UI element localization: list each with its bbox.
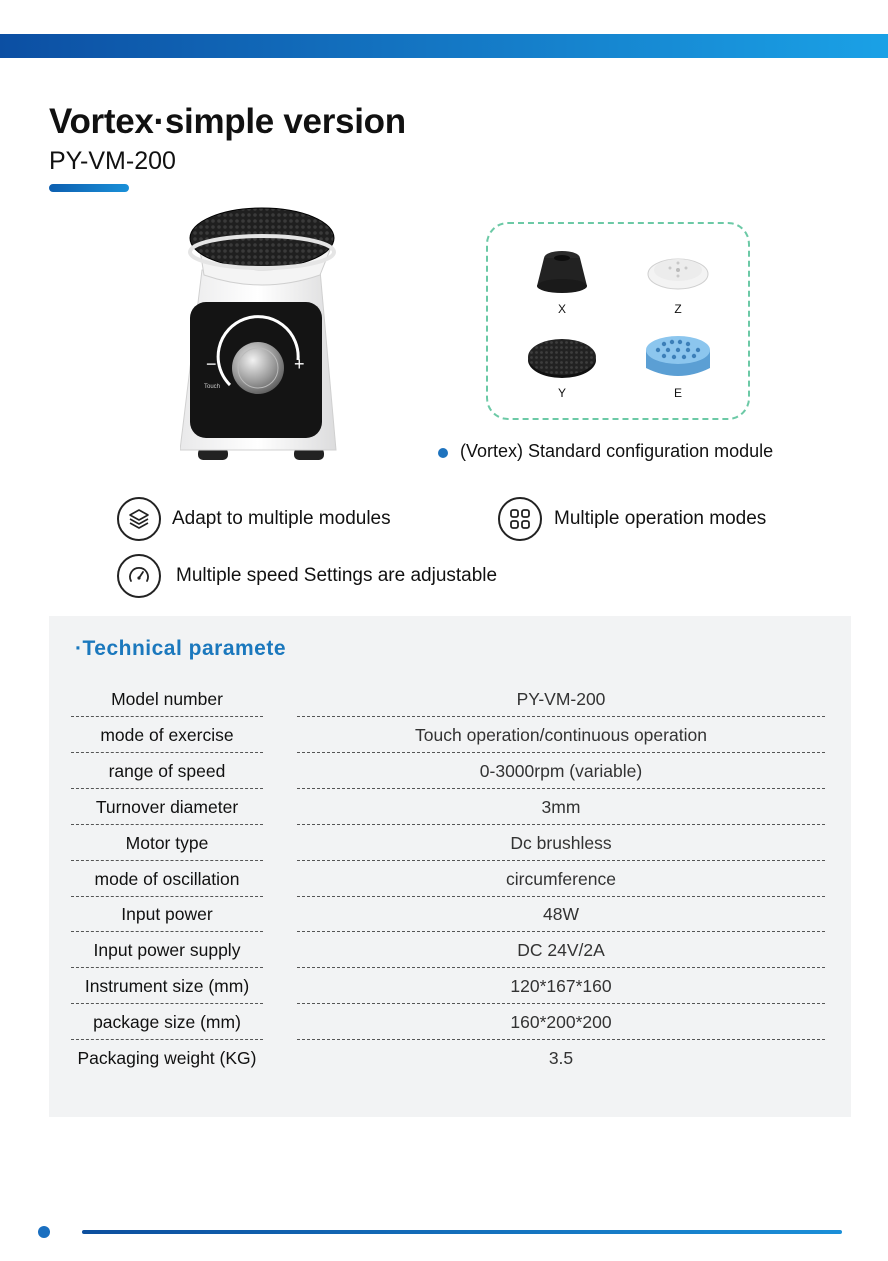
table-row xyxy=(71,753,825,789)
spec-value: 0-3000rpm (variable) xyxy=(479,760,643,781)
tube-rack-foam-icon xyxy=(640,330,716,382)
page-title: Vortex·simple version xyxy=(49,102,406,141)
table-row xyxy=(71,789,825,825)
table-row xyxy=(71,1004,825,1040)
plus-sign: + xyxy=(294,354,305,374)
module-label-z: Z xyxy=(674,302,682,316)
module-caption: (Vortex) Standard configuration module xyxy=(460,441,774,461)
touch-label: Touch xyxy=(204,384,221,390)
spec-value: DC 24V/2A xyxy=(517,940,605,961)
caption-bullet xyxy=(438,448,448,458)
table-row xyxy=(71,968,825,1004)
spec-label: range of speed xyxy=(108,760,226,781)
module-label-y: Y xyxy=(557,386,566,400)
spec-label: package size (mm) xyxy=(93,1012,241,1033)
grid-modes-icon xyxy=(498,497,542,541)
spec-value: 160*200*200 xyxy=(510,1012,612,1033)
module-e xyxy=(638,330,718,400)
flat-platform-icon xyxy=(643,246,713,298)
spec-label: Input power xyxy=(121,904,213,925)
table-row xyxy=(71,861,825,897)
module-y xyxy=(522,330,602,400)
speedometer-icon xyxy=(117,554,161,598)
spec-label: mode of exercise xyxy=(100,724,234,745)
table-row xyxy=(71,1040,825,1076)
spec-value: PY-VM-200 xyxy=(516,689,606,709)
model-subtitle: PY-VM-200 xyxy=(49,147,176,175)
layers-icon xyxy=(117,497,161,541)
spec-label: mode of oscillation xyxy=(94,868,240,889)
table-row xyxy=(71,681,825,717)
title-underline xyxy=(49,184,129,192)
module-z xyxy=(638,246,718,316)
spec-value: Touch operation/continuous operation xyxy=(415,724,707,745)
vortex-mixer-product-image xyxy=(180,200,345,465)
table-row xyxy=(71,717,825,753)
spec-value: 3.5 xyxy=(548,1048,574,1068)
spec-value: 120*167*160 xyxy=(510,976,612,997)
spec-value: 3mm xyxy=(541,796,581,817)
top-banner-bar xyxy=(0,34,888,58)
spec-label: Model number xyxy=(111,689,223,709)
footer-dot xyxy=(38,1226,50,1238)
vortex-cup-head-icon xyxy=(527,246,597,298)
module-x xyxy=(522,246,602,316)
technical-parameters-heading: ·Technical paramete xyxy=(75,637,287,660)
minus-sign: − xyxy=(206,354,217,374)
spec-label: Packaging weight (KG) xyxy=(77,1048,257,1068)
rubber-disc-icon xyxy=(524,330,600,382)
feature-text-operation-modes: Multiple operation modes xyxy=(554,508,767,529)
table-row xyxy=(71,825,825,861)
footer-line xyxy=(82,1230,842,1234)
spec-value: 48W xyxy=(543,904,579,925)
feature-text-modules: Adapt to multiple modules xyxy=(172,508,391,529)
table-row xyxy=(71,932,825,968)
spec-label: Input power supply xyxy=(93,940,241,961)
spec-value: circumference xyxy=(506,868,616,889)
spec-label: Turnover diameter xyxy=(95,796,239,817)
feature-text-speed: Multiple speed Settings are adjustable xyxy=(176,565,498,586)
spec-label: Motor type xyxy=(125,832,209,853)
module-label-x: X xyxy=(557,302,566,316)
spec-value: Dc brushless xyxy=(510,832,612,853)
table-row xyxy=(71,896,825,932)
module-label-e: E xyxy=(673,386,682,400)
spec-label: Instrument size (mm) xyxy=(84,976,250,997)
